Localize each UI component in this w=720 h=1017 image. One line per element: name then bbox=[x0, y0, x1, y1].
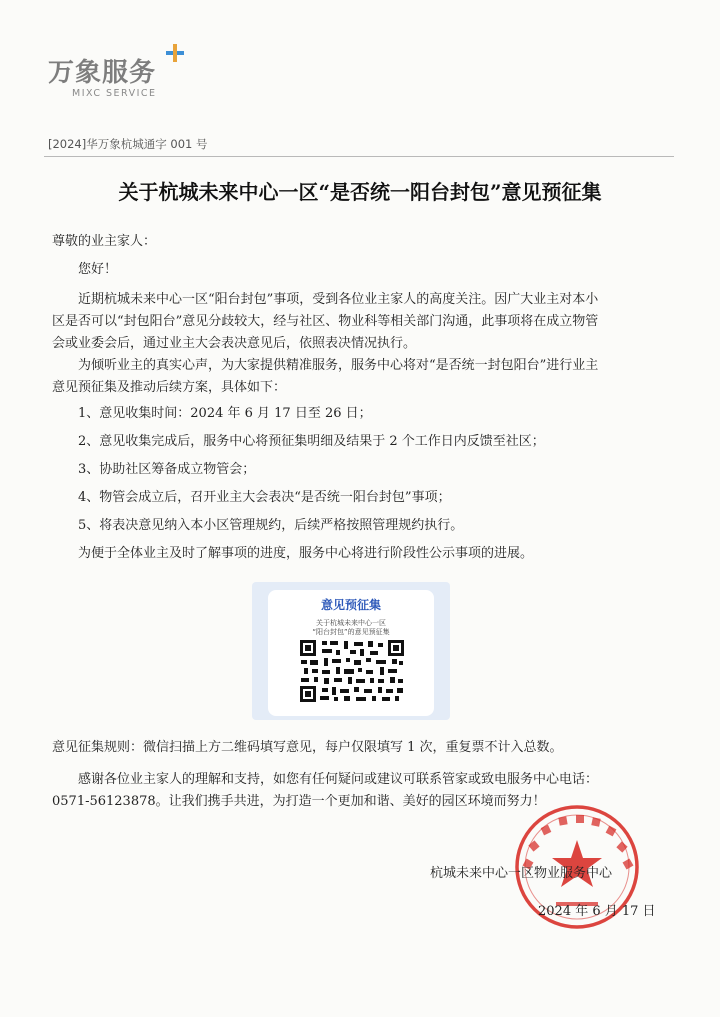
qr-card[interactable] bbox=[252, 582, 450, 720]
progress-note: 为便于全体业主及时了解事项的进度，服务中心将进行阶段性公示事项的进展。 bbox=[78, 546, 534, 561]
document-title: 关于杭城未来中心一区“是否统一阳台封包”意见预征集 bbox=[118, 180, 602, 204]
paragraph-line: 区是否可以“封包阳台”意见分歧较大，经与社区、物业科等相关部门沟通，此事项将在成立物管 bbox=[52, 314, 599, 329]
paragraph-line: 会或业委会后，通过业主大会表决意见后，依照表决情况执行。 bbox=[52, 336, 417, 351]
qr-subtitle-line: “阳台封包”的意见预征集 bbox=[312, 628, 390, 636]
qr-code-icon[interactable] bbox=[298, 638, 406, 704]
header-divider bbox=[44, 156, 674, 157]
paragraph-line: 近期杭城未来中心一区“阳台封包”事项，受到各位业主家人的高度关注。因广大业主对本小 bbox=[78, 292, 599, 307]
signature-date: 2024 年 6 月 17 日 bbox=[538, 904, 656, 919]
plus-sparkle-icon bbox=[166, 44, 184, 62]
brand-name-cn: 万象服务 bbox=[48, 58, 157, 88]
signature-org: 杭城未来中心一区物业服务中心 bbox=[430, 866, 613, 881]
greeting: 您好！ bbox=[78, 262, 118, 277]
brand-logo bbox=[48, 44, 198, 104]
qr-subtitle-line: 关于杭城未来中心一区 bbox=[316, 619, 386, 627]
list-item: 5、将表决意见纳入本小区管理规约，后续严格按照管理规约执行。 bbox=[78, 518, 464, 533]
list-item: 4、物管会成立后，召开业主大会表决“是否统一阳台封包”事项； bbox=[78, 490, 451, 505]
list-item: 3、协助社区筹备成立物管会； bbox=[78, 462, 256, 477]
list-item: 2、意见收集完成后，服务中心将预征集明细及结果于 2 个工作日内反馈至社区； bbox=[78, 434, 545, 449]
brand-name-en: MIXC SERVICE bbox=[72, 88, 157, 99]
list-item: 1、意见收集时间：2024 年 6 月 17 日至 26 日； bbox=[78, 406, 372, 421]
rules-text: 意见征集规则：微信扫描上方二维码填写意见，每户仅限填写 1 次，重复票不计入总数。 bbox=[52, 740, 563, 755]
salutation: 尊敬的业主家人： bbox=[52, 234, 157, 249]
thanks-line: 0571-56123878。让我们携手共进，为打造一个更加和谐、美好的园区环境而努力！ bbox=[52, 794, 546, 809]
document-number: [2024]华万象杭城通字 001 号 bbox=[48, 137, 208, 151]
qr-title: 意见预征集 bbox=[320, 598, 381, 612]
paragraph-line: 为倾听业主的真实心声，为大家提供精准服务，服务中心将对“是否统一封包阳台”进行业主 bbox=[78, 358, 599, 373]
paragraph-line: 意见预征集及推动后续方案，具体如下： bbox=[52, 380, 287, 395]
thanks-line: 感谢各位业主家人的理解和支持，如您有任何疑问或建议可联系管家或致电服务中心电话： bbox=[78, 772, 599, 787]
